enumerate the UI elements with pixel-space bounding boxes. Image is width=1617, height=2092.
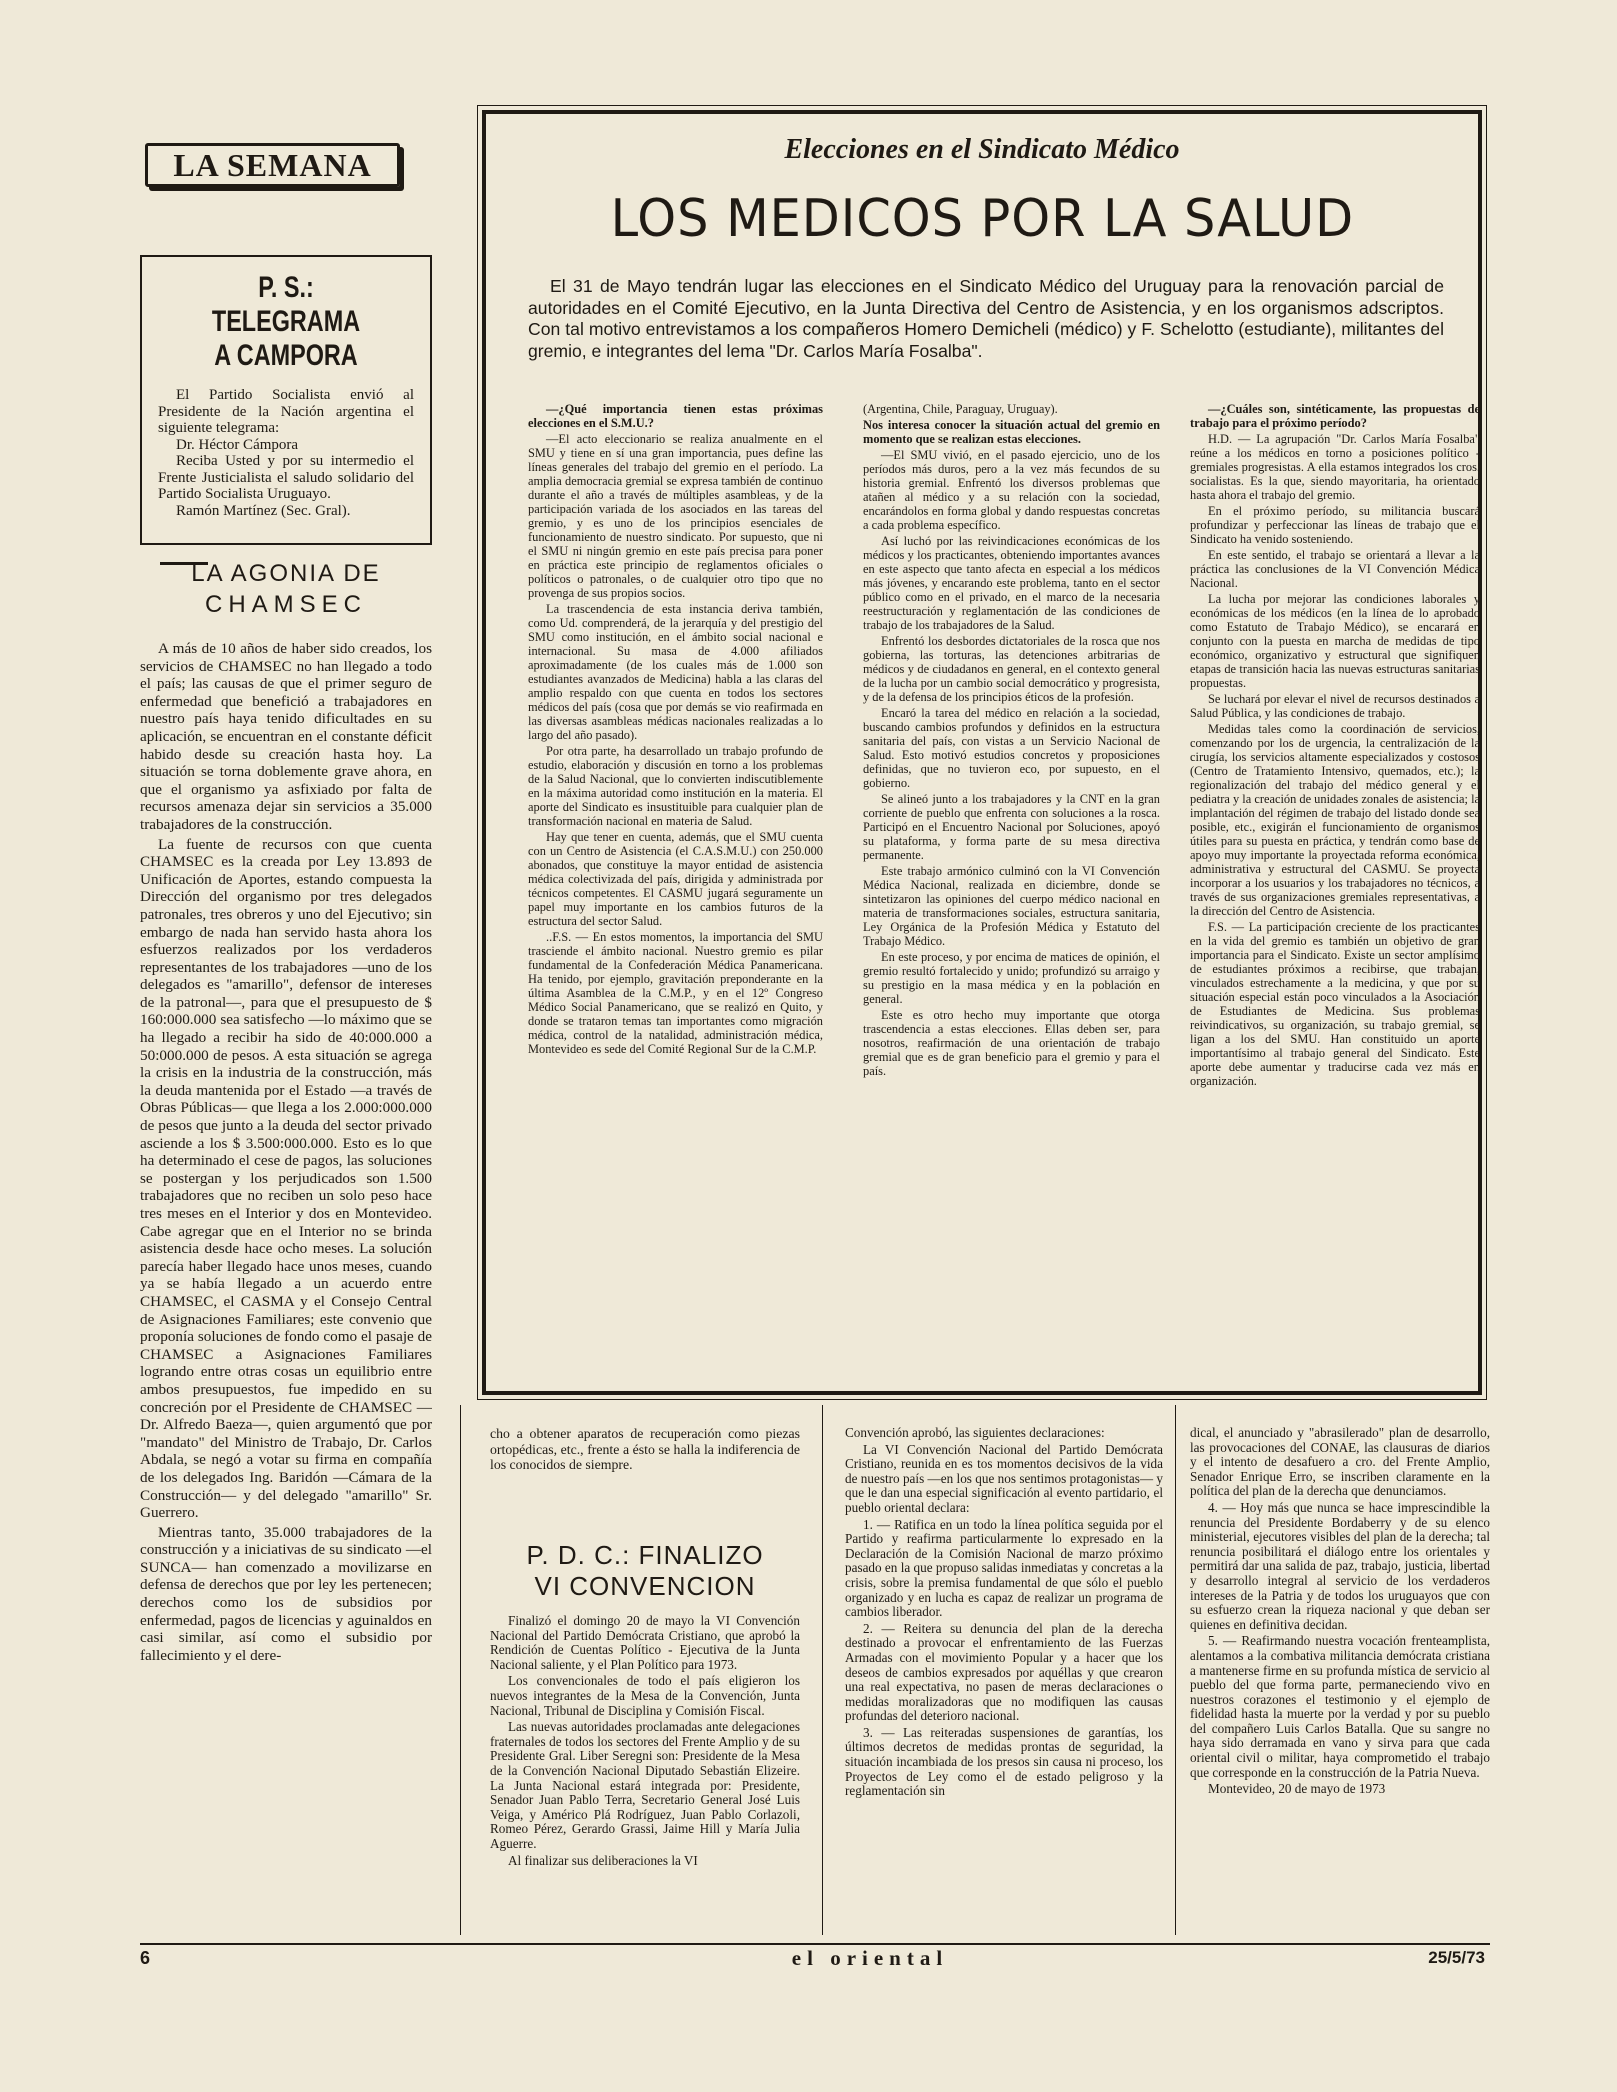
pdc-column-1 [490,1614,800,1936]
smu-paragraph: Este trabajo armónico culminó con la VI Convención Médica Nacional, realizada en diciembre, donde se sintetizaron las opiniones del cuerpo médico nacional en materia de transformaciones sociales, estructura sanitaria, Ley Orgánica de la Profesión Médica y Estatuto del Trabajo Médico. [863,864,1160,948]
pdc-paragraph: 5. — Reafirmando nuestra vocación frenteamplista, alentamos a la combativa militancia demócrata cristiana a mantenerse firme en su profunda mística de servicio al pueblo del que forma parte, permaneciendo vivo en nuestros corazones el testimonio y el ejemplo de fidelidad hasta la muerte por la verdad y por su pueblo del compañero Luis Carlos Batalla. Que su sangre no haya sido derramada en vano y sirva para que cada oriental civil o militar, haya comprometido el trabajo que corresponde en la construcción de la Patria Nueva. [1190,1633,1490,1780]
smu-paragraph: (Argentina, Chile, Paraguay, Uruguay). [863,402,1058,416]
agonia-title-line2: CHAMSEC [204,591,367,618]
pdc-paragraph: Finalizó el domingo 20 de mayo la VI Convención Nacional del Partido Demócrata Cristiano, que aprobó la Rendición de Cuentas Político - Ejecutiva de la Junta Nacional saliente, y el Plan Político para 1973. [490,1614,800,1672]
smu-question [1190,402,1480,430]
agonia-article [140,640,432,1936]
smu-paragraph: Medidas tales como la coordinación de servicios, comenzando por los de urgencia, la centralización de la cirugía, los servicios altamente especializados y costosos (Centro de Tratamiento Intensivo, quemados, etc.); la regionalización del trabajo del médico general y el pediatra y la creación de unidades zonales de asistencia; la implantación del régimen de trabajo del listado donde sea posible, etc., exigirán el funcionamiento de organismos útiles para su puesta en práctica, y tendrán como base de apoyo muy importante la proyectada reforma económica, administrativa y estructural del CASMU. Se proyecta incorporar a los usuarios y los trabajadores no técnicos, a través de sus organizaciones gremiales representativas, a la dirección del Centro de Asistencia. [1190,722,1480,918]
smu-paragraph: Se alineó junto a los trabajadores y la CNT en la gran corriente de pueblo que enfrenta con soluciones a la rosca. Participó en el Encuentro Nacional por Soluciones, apoyó su plataforma, y forma parte de su mesa directiva permanente. [863,792,1160,862]
agonia-paragraph: La fuente de recursos con que cuenta CHAMSEC es la creada por Ley 13.893 de Unificación de Aportes, estando compuesta la Dirección del organismo por tres delegados patronales, tres obreros y uno del Ejecutivo; sin embargo de nada han servido hasta ahora los esfuerzos realizados por los verdaderos representantes de los trabajadores —uno de los delegados es "amarillo", defensor de intereses de la patronal—, para que el presupuesto de $ 160:000.000 sea satisfecho —lo máximo que se ha llegado a recibir ha sido de 40:000.000 a 50:000.000 de pesos. A esta situación se agrega la crisis en la industria de la construcción, más la deuda mantenida por el Estado —a través de Obras Públicas— que llega a los 2.000:000.000 de pesos que junto a la deuda del sector privado asciende a los $ 3.500:000.000. Esto es lo que ha determinado el cese de pagos, las soluciones se postergan y los perjudicados son 1.500 trabajadores que no reciben un solo peso hace tres meses en el Interior y dos en Montevideo. Cabe agregar que en el Interior no se brinda asistencia desde hace ocho meses. La solución parecía haber llegado hace unos meses, cuando ya se había llegado a un acuerdo entre CHAMSEC, el CASMA y el Consejo Central de Asignaciones Familiares; este convenio que proponía soluciones de fondo como el pasaje de CHAMSEC a Asignaciones Familiares logrando entre otras cosas un equilibrio entre ambos presupuestos, fue impedido en su concreción por el Presidente de CHAMSEC —Dr. Alfredo Baeza—, quien argumentó que por "mandato" del Ministro de Trabajo, Dr. Carlos Abdala, se negó a votar su firma en compañía de los delegados Ing. Baridón —Cámara de la Construcción— y del delegado "amarillo" Sr. Guerrero. [140,835,432,1522]
smu-paragraph: F.S. — La participación creciente de los practicantes en la vida del gremio es también un objetivo de gran importancia para el Sindicato. Existe un sector amplísimo de estudiantes próximos a recibirse, que trabajan, vinculados estrechamente a la medicina, y que por su situación especial están poco vinculados a la Asociación de Estudiantes de Medicina. Sus problemas reivindicativos, su organización, su trabajo gremial, se ligan a los del SMU. Han constituido un aporte importantísimo al trabajo general del Sindicato. Este aporte debe aumentar y traducirse cada vez más en organización. [1190,920,1480,1088]
pdc-column-2 [845,1426,1163,1936]
smu-column-2 [863,402,1160,1387]
agonia-paragraph: A más de 10 años de haber sido creados, los servicios de CHAMSEC no han llegado a todo el país; las causas de que el primer seguro de enfermedad que benefició a trabajadores en nuestro país haya tenido dificultades en su aplicación, se encuentran en el constante déficit habido desde su creación hasta hoy. La situación se torna doblemente grave ahora, en que el organismo ya asfixiado por falta de recursos amenaza dejar sin servicios a 35.000 trabajadores de la construcción. [140,640,432,833]
newspaper-name: el oriental [791,1946,949,1970]
smu-headline [487,188,1477,250]
smu-intro: El 31 de Mayo tendrán lugar las elecciones en el Sindicato Médico del Uruguay para la renovación parcial de autoridades en el Comité Ejecutivo, en la Junta Directiva del Centro de Asistencia, y en los organismos adscriptos. Con tal motivo entrevistamos a los compañeros Homero Demicheli (médico) y F. Schelotto (estudiante), militantes del gremio, e integrantes del lema "Dr. Carlos María Fosalba". [528,276,1444,361]
column-rule [1175,1405,1176,1935]
ps-paragraph: Dr. Héctor Cámpora [176,436,299,453]
smu-paragraph: —El acto eleccionario se realiza anualmente en el SMU y tiene en sí una gran importancia, pues define las líneas generales del trabajo del gremio en el período. La amplia democracia gremial se expresa también de continuo durante el año a través de múltiples asambleas, y de la participación variada de los asociados en las tareas del gremio, y es uno de los principios esenciales de funcionamiento de nuestro sindicato. Por supuesto, que ni el SMU ni ningún gremio en este país precisa para poner en práctica este principio de reglamentos oficiales o políticos o patronales, o de cualquier otro tipo que no provenga de sus propios socios. [528,432,823,600]
pdc-paragraph: Al finalizar sus deliberaciones la VI [508,1852,698,1868]
ps-telegram-title [186,271,386,373]
smu-kicker: Elecciones en el Sindicato Médico [784,134,1180,165]
pdc-paragraph: Convención aprobó, las siguientes declaraciones: [845,1426,1105,1440]
smu-paragraph: ..F.S. — En estos momentos, la importancia del SMU trasciende el ámbito nacional. Nuestro gremio es pilar fundamental de la Confederación Médica Panamericana. Ha tenido, por ejemplo, gravitación preponderante en la última Asamblea de la C.M.P., y en el 12º Congreso Médico Social Panamericano, que se realizó en Quito, y donde se trataron temas tan importantes como migración médica, control de la natalidad, administración médica, Montevideo es sede del Comité Regional Sur de la C.M.P. [528,930,823,1056]
pdc-title-line2: VI CONVENCION [534,1571,756,1601]
smu-paragraph: En el próximo período, su militancia buscará profundizar y perfeccionar las líneas de trabajo que el Sindicato ha venido sosteniendo. [1190,504,1480,546]
pdc-paragraph: Los convencionales de todo el país eligieron los nuevos integrantes de la Mesa de la Convención, Junta Nacional, Tribunal de Disciplina y Comisión Fiscal. [490,1673,800,1718]
section-label: LA SEMANA [145,143,400,187]
column-rule [460,1405,461,1935]
issue-date: 25/5/73 [1428,1948,1485,1967]
smu-paragraph: Por otra parte, ha desarrollado un trabajo profundo de estudio, elaboración y discusión en torno a los problemas de la Salud Nacional, que lo convierten indiscutiblemente en la máxima autoridad como institución en la materia. El aporte del Sindicato es insustituible para cualquier plan de transformación nacional en materia de Salud. [528,744,823,828]
pdc-paragraph: 2. — Reitera su denuncia del plan de la derecha destinado a provocar el enfrentamiento de las Fuerzas Armadas con el movimiento Popular y a hacer que los deseos de cambios expresados por aquéllas y que crearon una real expectativa, no pasen de meras declaraciones o medidas moralizadoras que no modifiquen las causas profundas del deterioro nacional. [845,1620,1163,1724]
pdc-paragraph: Las nuevas autoridades proclamadas ante delegaciones fraternales de todos los sectores del Frente Amplio y de su Presidente Gral. Liber Seregni son: Presidente de la Mesa de la Convención Nacional Diputado Sebastián Elizeire. La Junta Nacional estará integrada por: Presidente, Senador Juan Pablo Terra, Secretario General José Luis Veiga, y Américo Plá Rodríguez, Juan Pablo Corlazoli, Romeo Pérez, Gerardo Grassi, Jaime Hill y María Julia Aguerre. [490,1719,800,1851]
agonia-paragraph: Mientras tanto, 35.000 trabajadores de la construcción y a iniciativas de su sindicato —el SUNCA— han comenzado a movilizarse en defensa de derechos que por ley les pertenecen; derechos como los de subsidios por enfermedad, pagos de licencias y aguinaldos en casi similar, así como el subsidio por fallecimiento y el dere- [140,1523,432,1664]
smu-paragraph: Hay que tener en cuenta, además, que el SMU cuenta con un Centro de Asistencia (el C.A.S.M.U.) con 250.000 abonados, que constituye la mayor entidad de asistencia médica colectivizada del país, dirigida y administrada por técnicos competentes. El CASMU jugará seguramente un papel muy importante en los cambios futuros de la estructura del sector Salud. [528,830,823,928]
smu-paragraph: Así luchó por las reivindicaciones económicas de los médicos y los practicantes, obteniendo importantes avances en este aspecto que tanto afecta en especial a los médicos más jóvenes, y encarando este problema, tanto en el sector público como en el privado, en el marco de la necesaria reestructuración y reglamentación de las condiciones de trabajo de los trabajadores de la Salud. [863,534,1160,632]
ps-paragraph: El Partido Socialista envió al Presidente de la Nación argentina el siguiente telegrama: [158,387,414,436]
pdc-paragraph: 4. — Hoy más que nunca se hace imprescindible la renuncia del Presidente Bordaberry y de su elenco ministerial, ejecutores visibles del plan de la derecha; tal renuncia posibilitará el diálogo entre los orientales y permitirá dar una salida de paz, trabajo, justicia, libertad y desarrollo integral al servicio de los verdaderos intereses de la Patria y de todos los uruguayos que con su esfuerzo crean la riqueza nacional y que deban ser quienes en definitiva decidan. [1190,1499,1490,1632]
smu-paragraph: En este proceso, y por encima de matices de opinión, el gremio resultó fortalecido y unido; profundizó su arraigo y su prestigio en la masa médica y en la población en general. [863,950,1160,1006]
smu-question-text: Nos interesa conocer la situación actual del gremio en momento que se realizan estas elecciones. [863,418,1160,446]
ps-title-line1: P. S.: TELEGRAMA [211,271,361,338]
ps-paragraph: Ramón Martínez (Sec. Gral). [176,502,351,519]
ps-telegram-box [140,255,432,545]
smu-column-1 [528,402,823,1387]
pdc-paragraph: La VI Convención Nacional del Partido Demócrata Cristiano, reunida en es tos momentos decisivos de la vida de nuestro país —en los que nos sentimos protagonistas— y que le dan una especial significación al evento partidario, el pueblo oriental declara: [845,1441,1163,1515]
pdc-paragraph: dical, el anunciado y "abrasilerado" plan de desarrollo, las provocaciones del CONAE, las clausuras de diarios y el intento de desafuero a cro. del Frente Amplio, Senador Enrique Erro, se inscriben claramente en la política del plan de la derecha que denunciamos. [1190,1426,1490,1499]
ps-title-line2: A CAMPORA [214,339,358,372]
smu-paragraph: H.D. — La agrupación "Dr. Carlos María Fosalba" reúne a los médicos en torno a posiciones político - gremiales progresistas. A ella estamos integrados los cros. socialistas. Es la que, siendo mayoritaria, ha orientado hasta ahora el trabajo del gremio. [1190,432,1480,502]
smu-paragraph: La lucha por mejorar las condiciones laborales y económicas de los médicos (en la línea de lo aprobado como Estatuto de Trabajo Médico), se encarará en conjunto con la puesta en marcha de medidas de tipo económico, organizativo y estructural que signifiquen etapas de transición hacia las nuevas estructuras sanitarias propuestas. [1190,592,1480,690]
ps-paragraph: Reciba Usted y por su intermedio el Frente Justicialista el saludo solidario del Partido Socialista Uruguayo. [158,453,414,502]
smu-question [863,418,1160,446]
smu-headline-text: LOS MEDICOS POR LA SALUD [610,189,1354,249]
smu-question-text: —¿Cuáles son, sintéticamente, las propuestas de trabajo para el próximo período? [1190,402,1480,430]
smu-column-3 [1190,402,1480,1387]
smu-paragraph: La trascendencia de esta instancia deriva también, como Ud. comprenderá, de la jerarquía y del prestigio del SMU como institución, en el ámbito social nacional e internacional. Su masa de 4.000 afiliados aproximadamente (de los cuales más de 1.000 son estudiantes avanzados de Medicina) habla a las claras del amplio respaldo con que cuenta en todos los sectores médicos del país (cosa que por demás se vio reafirmada en las diversas asambleas médicas nacionales realizadas a lo largo del año pasado). [528,602,823,742]
column-rule [822,1405,823,1935]
smu-paragraph: Se luchará por elevar el nivel de recursos destinados a Salud Pública, y las condiciones de trabajo. [1190,692,1480,720]
pdc-title [490,1540,800,1602]
page-number: 6 [140,1948,151,1968]
agonia-title [140,558,432,620]
agonia-continuation [490,1426,800,1536]
pdc-paragraph: 1. — Ratifica en un todo la línea política seguida por el Partido y reafirma particularmente lo expresado en la Declaración de la Comisión Nacional de marzo próximo pasado en la que propuso salidas inmediatas y concretas a la crisis, sobre la premisa fundamental de que sólo el pueblo organizado y en lucha es capaz de realizar un programa de cambios liberador. [845,1516,1163,1620]
smu-paragraph: Enfrentó los desbordes dictatoriales de la rosca que nos gobierna, las torturas, las detenciones arbitrarias de médicos y de ciudadanos en general, en el contexto general de la lucha por un cambio social democrático y progresista, y de la defensa de los principios éticos de la profesión. [863,634,1160,704]
pdc-title-line1: P. D. C.: FINALIZO [526,1540,764,1570]
ps-telegram-body [158,387,414,519]
smu-paragraph: —El SMU vivió, en el pasado ejercicio, uno de los períodos más duros, pero a la vez más fecundos de su historia gremial. Enfrentó los diversos problemas que atañen al médico y a su relación con la sociedad, encarándolos en forma global y dando respuestas concretas a cada problema específico. [863,448,1160,532]
pdc-paragraph: Montevideo, 20 de mayo de 1973 [1208,1781,1386,1797]
smu-question [528,402,823,430]
agonia-title-line1: LA AGONIA DE [191,560,381,587]
smu-paragraph: Este es otro hecho muy importante que otorga trascendencia a estas elecciones. Ellas deben ser, para nosotros, reafirmación de una orientación de trabajo gremial que es de gran beneficio para el gremio y para el país. [863,1008,1160,1078]
pdc-paragraph: 3. — Las reiteradas suspensiones de garantías, los últimos decretos de medidas prontas de seguridad, la situación incambiada de los presos sin causa ni proceso, los Proyectos de Ley como el de estado peligroso y la reglamentación sin [845,1724,1163,1799]
footer-rule [140,1943,1490,1945]
smu-paragraph: En este sentido, el trabajo se orientará a llevar a la práctica las conclusiones de la VI Convención Médica Nacional. [1190,548,1480,590]
smu-paragraph: Encaró la tarea del médico en relación a la sociedad, buscando cambios profundos y definidos en la estructura sanitaria del país, con vistas a un Servicio Nacional de Salud. Esto motivó estudios concretos y proposiciones definidas, que no tuvieron eco, por supuesto, en el gobierno. [863,706,1160,790]
agonia-paragraph: cho a obtener aparatos de recuperación como piezas ortopédicas, etc., frente a ésto se halla la indiferencia de los conocidos de siempre. [490,1426,800,1473]
smu-question-text: —¿Qué importancia tienen estas próximas elecciones en el S.M.U.? [528,402,823,430]
pdc-column-3 [1190,1426,1490,1936]
